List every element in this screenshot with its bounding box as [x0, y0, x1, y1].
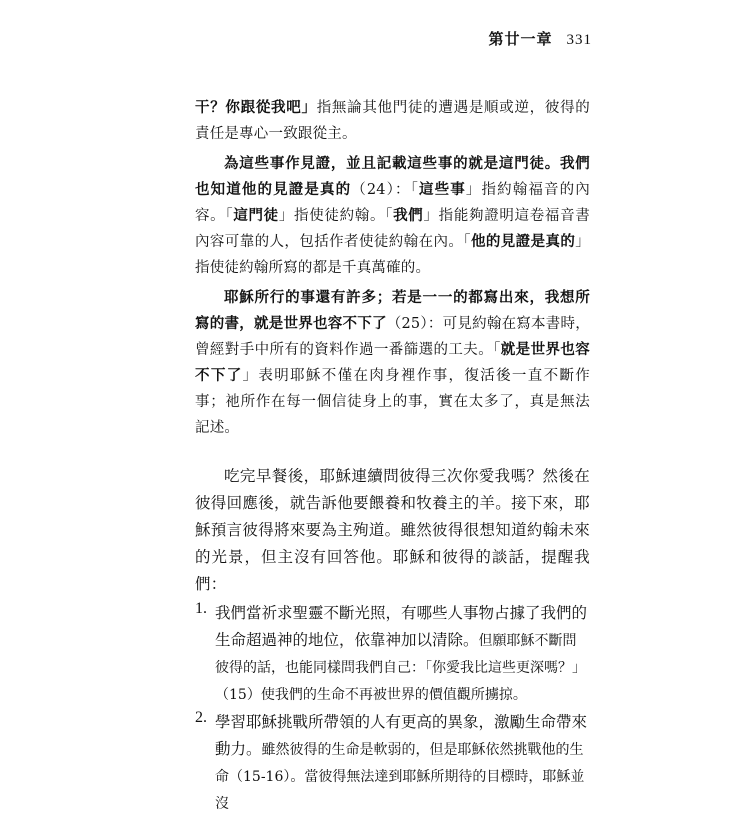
commentary-text: （25）：可見約翰在寫本書時，曾經對手中所有的資料作過一番篩選的工夫。「 — [195, 316, 590, 358]
list-item-text: 但願耶穌不斷問彼得的話，也能同樣問我們自己：「你愛我比這些更深嗎？」（15）使我們的生命不再被世界的價值觀所擄掠。 — [215, 633, 586, 703]
verse-quote: 就是世界也容不下了 — [195, 341, 590, 384]
commentary-text: 」表明耶穌不僅在肉身裡作事，復活後一直不斷作事；祂所作在每一個信徒身上的事，實在太多了，真是無法記述。 — [195, 368, 590, 436]
commentary-text: （24）：「 — [351, 182, 420, 198]
verse-quote: 我們 — [393, 207, 424, 224]
list-item — [195, 600, 590, 709]
page-number: 331 — [566, 32, 592, 48]
page-body — [195, 95, 590, 818]
list-item-lead: 我們當祈求聖靈不斷光照，有哪些人事物占據了我們的生命超過神的地位，依靠神加以清除。 — [215, 604, 588, 649]
list-item — [195, 709, 590, 818]
commentary-text: 」指使徒約翰所寫的都是千真萬確的。 — [195, 234, 590, 276]
verse-quote: 這門徒 — [233, 207, 279, 224]
chapter-title: 第廿一章 — [488, 30, 553, 48]
list-item-text: 雖然彼得的生命是軟弱的，但是耶穌依然挑戰他的生命（15-16）。當彼得無法達到耶穌所期待的目標時，耶穌並沒 — [215, 742, 585, 812]
commentary-paragraph — [195, 151, 590, 281]
list-number: 2. — [195, 709, 207, 726]
verse-quote: 耶穌所行的事還有許多；若是一一的都寫出來，我想所寫的書，就是世界也容不下了 — [195, 289, 590, 332]
commentary-text: 指無論其他門徒的遭遇是順或逆，彼得的責任是專心一致跟從主。 — [195, 100, 590, 142]
verse-quote: 這些事 — [419, 181, 466, 198]
application-list — [195, 600, 590, 818]
list-item-lead: 學習耶穌挑戰所帶領的人有更高的異象，激勵生命帶來動力。 — [215, 713, 588, 758]
verse-quote: 干？你跟從我吧」 — [195, 99, 317, 116]
commentary-paragraph — [195, 285, 590, 441]
verse-quote: 他的見證是真的 — [470, 233, 576, 250]
running-header — [488, 28, 592, 49]
commentary-text: 」指約翰福音的內容。「 — [195, 182, 590, 224]
commentary-text: 」指能夠證明這卷福音書內容可靠的人，包括作者使徒約翰在內。「 — [195, 208, 590, 250]
application-paragraph: 吃完早餐後，耶穌連續問彼得三次你愛我嗎？然後在彼得回應後，就告訴他要餵養和牧養主的羊。接下來，耶穌預言彼得將來要為主殉道。雖然彼得很想知道約翰未來的光景，但主沒有回答他。耶穌和彼得的談話，提醒我們： — [195, 467, 590, 593]
list-number: 1. — [195, 600, 207, 617]
verse-quote: 為這些事作見證，並且記載這些事的就是這門徒。我們也知道他的見證是真的 — [195, 155, 590, 198]
commentary-paragraph — [195, 95, 590, 147]
commentary-text: 」指使徒約翰。「 — [278, 208, 394, 224]
